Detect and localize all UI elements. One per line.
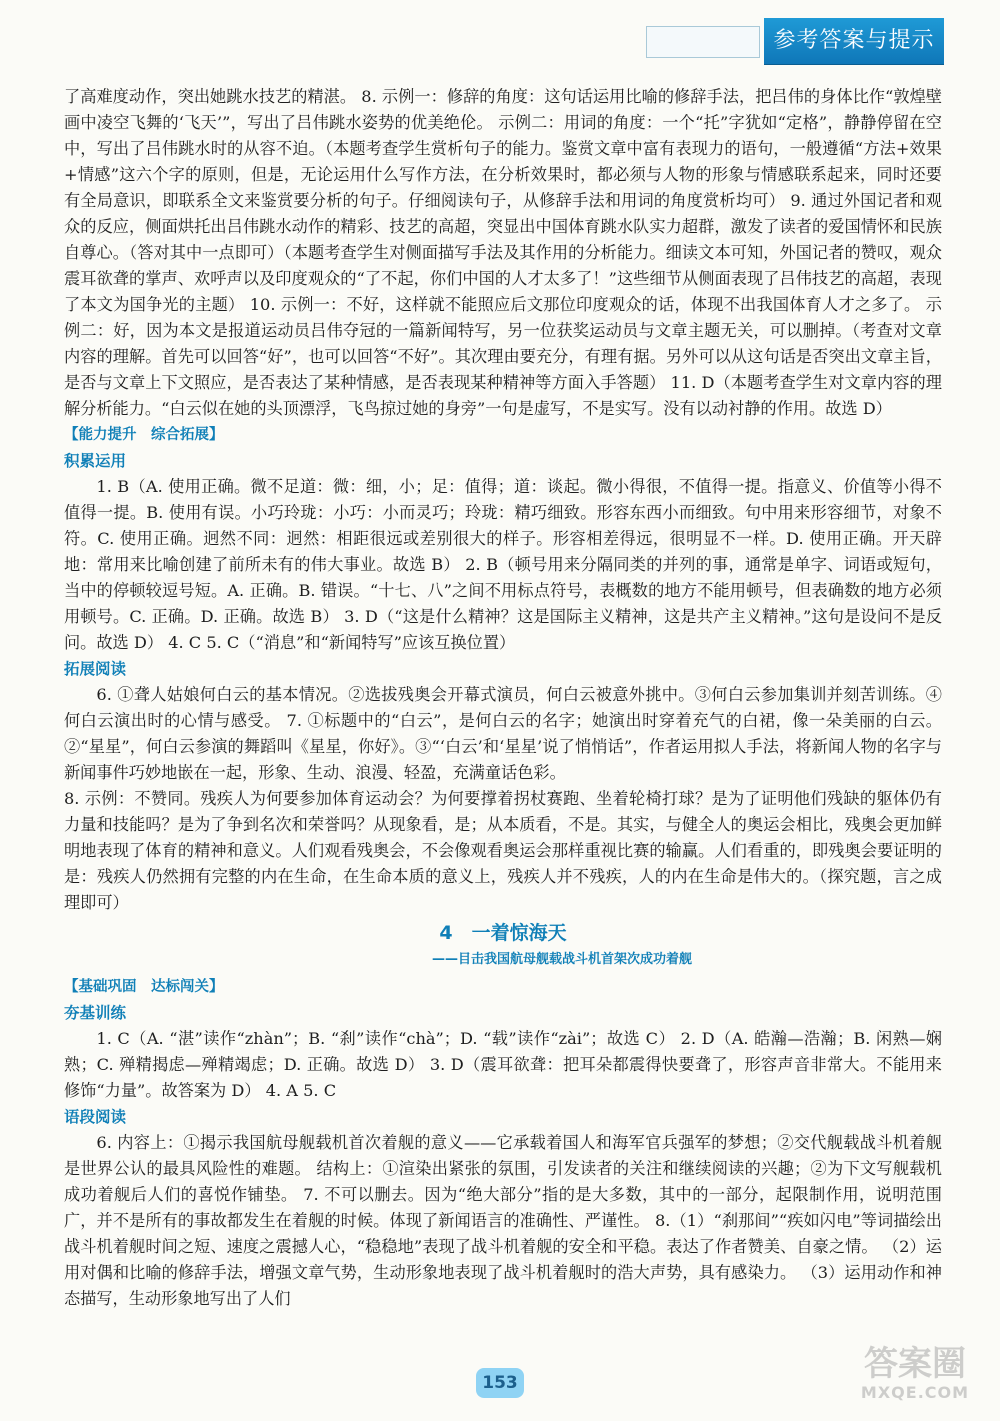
answer-paragraph: 6. 内容上：①揭示我国航母舰载机首次着舰的意义——它承载着国人和海军官兵强军的梦想；②交代舰载战斗机着舰是世界公认的最具风险性的难题。 结构上：①渲染出紧张的氛围，引发读者的关注和继续阅读的兴趣；②为下文写舰载机成功着舰后人们的喜悦作铺垫。 7. 不可以删去。因为“绝大部分”指的是大多数，其中的一部分，起限制作用，说明范围广，并不是所有的事故都发生在着舰的时候。体现了新闻语言的准确性、严谨性。 8.（1）“刹那间”“疾如闪电”等词描绘出战斗机着舰时间之短、速度之震撼人心，“稳稳地”表现了战斗机着舰的安全和平稳。表达了作者赞美、自豪之情。 （2）运用对偶和比喻的修辞手法，增强文章气势，生动形象地表现了战斗机着舰时的浩大声势，具有感染力。 （3）运用动作和神态描写，生动形象地写出了人们 [64,1133,942,1308]
subsection-heading: 拓展阅读 [64,660,127,678]
page-number: 153 [476,1368,524,1398]
subsection-heading: 语段阅读 [64,1108,127,1126]
watermark-url: MXQE.COM [860,1383,970,1402]
section-tag-basic: 【基础巩固 达标闯关】 [64,979,224,995]
answer-paragraph: 8. 示例：不赞同。残疾人为何要参加体育运动会？为何要撑着拐杖赛跑、坐着轮椅打球？是为了证明他们残缺的躯体仍有力量和技能吗？是为了争到名次和荣誉吗？从现象看，是；从本质看，不是。其实，与健全人的奥运会相比，残奥会更加鲜明地表现了体育的精神和意义。人们观看残奥会，不会像观看奥运会那样重视比赛的输赢。人们看重的，即残奥会要证明的是：残疾人仍然拥有完整的内在生命，在生命本质的意义上，残疾人并不残疾，人的内在生命是伟大的。（探究题，言之成理即可） [64,789,942,912]
answer-paragraph: 1. B（A. 使用正确。微不足道：微：细，小；足：值得；道：谈起。微小得很，不值得一提。指意义、价值等小得不值得一提。B. 使用有误。小巧玲珑：小巧：小而灵巧；玲珑：精巧细致。形容东西小而细致。句中用来形容细节，对象不符。C. 使用正确。迥然不同：迥然：相距很远或差别很大的样子。形容相差得远，很明显不一样。D. 使用正确。开天辟地：常用来比喻创建了前所未有的伟大事业。故选 B） 2. B（顿号用来分隔同类的并列的事，通常是单字、词语或短句，当中的停顿较逗号短。A. 正确。B. 错误。“十七、八”之间不用标点符号，表概数的地方不能用顿号，但表确数的地方必须用顿号。C. 正确。D. 正确。故选 B） 3. D（“这是什么精神？这是国际主义精神，这是共产主义精神。”这句是设问不是反问。故选 D） 4. C 5. C（“消息”和“新闻特写”应该互换位置） [64,477,942,652]
answer-content [64,84,942,1312]
answer-paragraph: 1. C（A. “湛”读作“zhàn”；B. “刹”读作“chà”；D. “载”读作“zài”；故选 C） 2. D（A. 皓瀚—浩瀚；B. 闲熟—娴熟；C. 殚精揭虑—殚精竭虑；D. 正确。故选 D） 3. D（震耳欲聋：把耳朵都震得快要聋了，形容声音非常大。不能用来修饰“力量”。故答案为 D） 4. A 5. C [64,1029,942,1100]
header-decoration-box [646,26,760,58]
watermark-logo [850,1345,980,1415]
answer-paragraph: 了高难度动作，突出她跳水技艺的精湛。 8. 示例一：修辞的角度：这句话运用比喻的修辞手法，把吕伟的身体比作“敦煌壁画中凌空飞舞的‘飞天’”，写出了吕伟跳水姿势的优美绝伦。 示例二：用词的角度：一个“托”字犹如“定格”，静静停留在空中，写出了吕伟跳水时的从容不迫。（本题考查学生赏析句子的能力。鉴赏文章中富有表现力的语句，一般遵循“方法+效果+情感”这六个字的原则，但是，无论运用什么写作方法，在分析效果时，都必须与人物的形象与情感联系起来，同时还要有全局意识，即联系全文来鉴赏要分析的句子。仔细阅读句子，从修辞手法和用词的角度赏析均可） 9. 通过外国记者和观众的反应，侧面烘托出吕伟跳水动作的精彩、技艺的高超，突显出中国体育跳水队实力超群，激发了读者的爱国情怀和民族自尊心。（答对其中一点即可）（本题考查学生对侧面描写手法及其作用的分析能力。细读文本可知，外国记者的赞叹，观众震耳欲聋的掌声、欢呼声以及印度观众的“了不起，你们中国的人才太多了！”这些细节从侧面表现了吕伟技艺的高超，表现了本文为国争光的主题） 10. 示例一：不好，这样就不能照应后文那位印度观众的话，体现不出我国体育人才之多了。 示例二：好，因为本文是报道运动员吕伟夺冠的一篇新闻特写，另一位获奖运动员与文章主题无关，可以删掉。（考查对文章内容的理解。首先可以回答“好”，也可以回答“不好”。其次理由要充分，有理有据。另外可以从这句话是否突出文章主旨，是否与文章上下文照应，是否表达了某种情感，是否表现某种精神等方面入手答题） 11. D（本题考查学生对文章内容的理解分析能力。“白云似在她的头顶漂浮，飞鸟掠过她的身旁”一句是虚写，不是实写。没有以动衬静的作用。故选 D） [64,87,942,418]
watermark-text: 答案圈 [864,1344,966,1384]
chapter-subtitle: ——目击我国航母舰载战斗机首架次成功着舰 [431,952,692,967]
subsection-heading: 夯基训练 [64,1004,127,1022]
answer-paragraph: 6. ①聋人姑娘何白云的基本情况。②选拔残奥会开幕式演员，何白云被意外挑中。③何白云参加集训并刻苦训练。④何白云演出时的心情与感受。 7. ①标题中的“白云”，是何白云的名字；她演出时穿着充气的白裙，像一朵美丽的白云。②“星星”，何白云参演的舞蹈叫《星星，你好》。③“‘白云’和‘星星’说了悄悄话”，作者运用拟人手法，将新闻人物的名字与新闻事件巧妙地嵌在一起，形象、生动、浪漫、轻盈，充满童话色彩。 [64,685,942,782]
subsection-heading: 积累运用 [64,452,127,470]
chapter-title: 4 一着惊海天 [439,922,567,944]
section-tag-ability: 【能力提升 综合拓展】 [64,427,224,443]
header-title: 参考答案与提示 [764,18,944,64]
